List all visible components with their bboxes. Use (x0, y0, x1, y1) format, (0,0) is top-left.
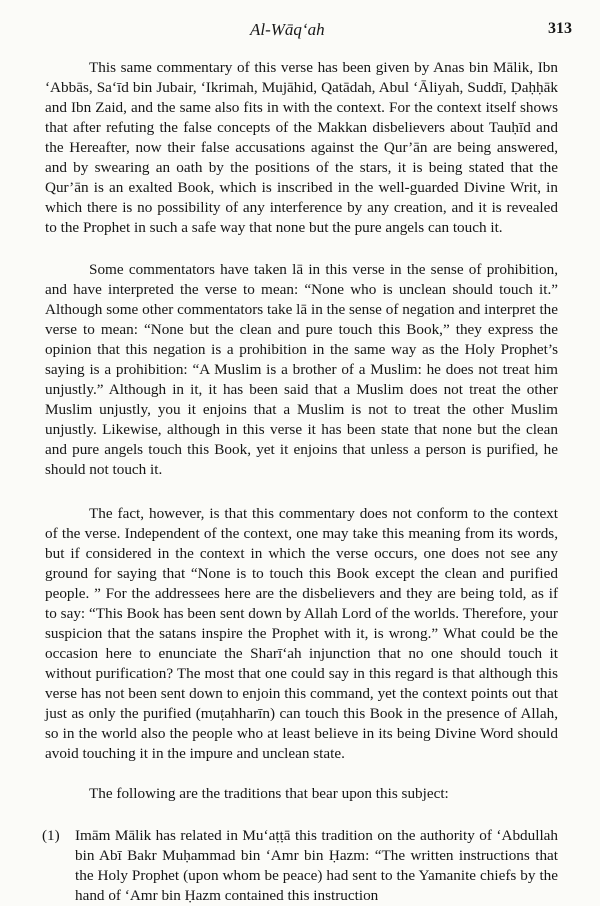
running-title: Al-Wāq‘ah (250, 20, 325, 39)
tradition-number: (1) (42, 827, 60, 844)
page-body (42, 58, 558, 906)
page-header (0, 12, 600, 40)
paragraph-commentary: This same commentary of this verse has been given by Anas bin Mālik, Ibn ‘Abbās, Sa‘īd bin Jubair, ‘Ikrimah, Mujāhid, Qatādah, Abul ‘Āliyah, Suddī, Ḍaḥḥāk and Ibn Zaid, and the same also fits in with the context. For the context itself shows that after refuting the false concepts of the Makkan disbelievers about Tauḥīd and the Hereafter, now their false accusations against the Qur’ān are being answered, and by swearing an oath by the positions of the stars, it is being stated that the Qur’ān is an exalted Book, which is inscribed in the well-guarded Divine Writ, in which there is no possibility of any interference by any creation, and it is revealed to the Prophet in such a safe way that none but the pure angels can touch it. (45, 59, 558, 236)
paragraph-prohibition: Some commentators have taken lā in this verse in the sense of prohibition, and have interpreted the verse to mean: “None who is unclean should touch it.” Although some other commentators take lā in the sense of negation and interpret the verse to mean: “None but the clean and pure touch this Book,” they express the opinion that this negation is a prohibition in the same way as the Holy Prophet’s saying is a prohibition: “A Muslim is a brother of a Muslim: he does not treat him unjustly.” Although in it, it has been said that a Muslim does not treat the other Muslim unjustly, you it enjoins that a Muslim is not to treat the other Muslim unjustly. Likewise, although in this verse it has been state that none but the clean and pure angels touch this Book, yet it enjoins that unless a person is purified, he should not touch it. (45, 261, 558, 478)
page-number: 313 (548, 20, 572, 37)
tradition-item (42, 826, 558, 906)
paragraph-context: The fact, however, is that this commentary does not conform to the context of the verse. Independent of the context, one may take this meaning from its words, but if considered in the context in which the verse occurs, one does not see any ground for saying that “None is to touch this Book except the clean and purified people. ” For the addressees here are the disbelievers and they are being told, as if to say: “This Book has been sent down by Allah Lord of the worlds. Therefore, your suspicion that the satans inspire the Prophet with it, is wrong.” What could be the occasion here to enunciate the Sharī‘ah injunction that no one should touch it without purification? The most that one could say in this regard is that although this verse has not been sent down to enjoin this command, yet the context points out that just as only the purified (muṭahharīn) can touch this Book in the presence of Allah, so in the world also the people who at least believe in its being Divine Word should avoid touching it in the impure and unclean state. (45, 505, 558, 762)
paragraph-traditions-intro: The following are the traditions that bear upon this subject: (89, 785, 449, 802)
tradition-text: Imām Mālik has related in Mu‘aṭṭā this tradition on the authority of ‘Abdullah bin Abī Bakr Muḥammad bin ‘Amr bin Ḥazm: “The written instructions that the Holy Prophet (upon whom be peace) had sent to the Yamanite chiefs by the hand of ‘Amr bin Ḥazm contained this instruction (75, 827, 558, 904)
